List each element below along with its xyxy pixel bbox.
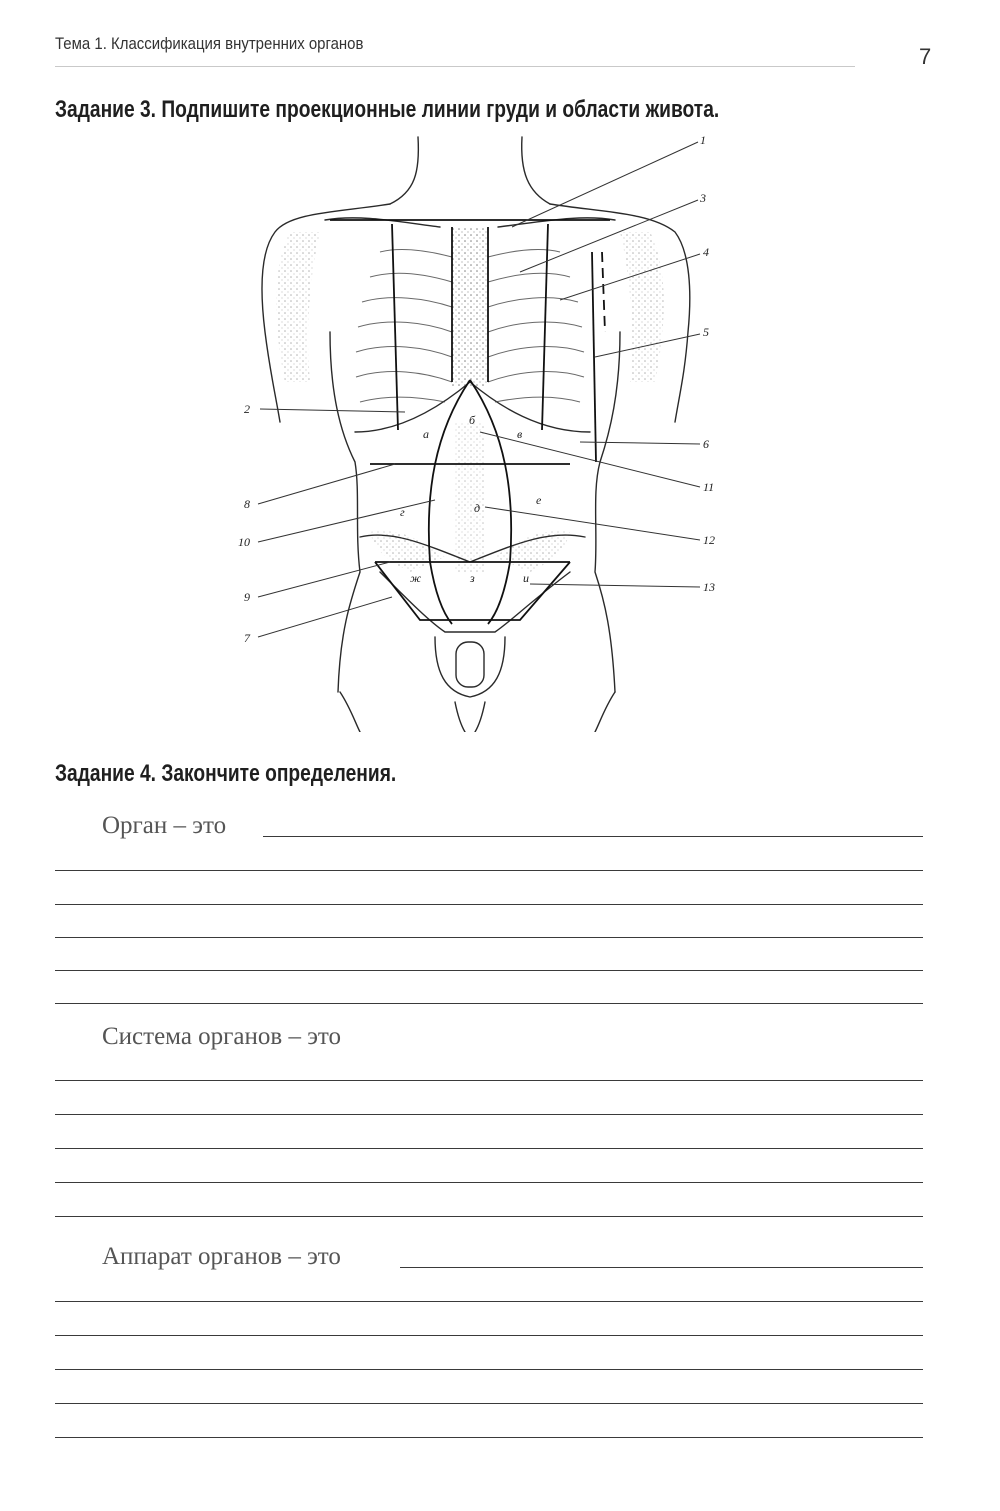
answer-line[interactable] [55, 1114, 923, 1115]
header-rule [55, 66, 855, 67]
callout-4: 4 [703, 245, 709, 259]
definition-prompt-organ-system: Система органов – это [102, 1023, 342, 1050]
answer-line[interactable] [55, 1148, 923, 1149]
answer-line[interactable] [55, 1216, 923, 1217]
definition-prompt-organ-apparatus: Аппарат органов – это [102, 1243, 341, 1270]
region-g: г [400, 505, 405, 519]
answer-line[interactable] [263, 836, 923, 837]
answer-line[interactable] [400, 1267, 923, 1268]
callout-11: 11 [703, 480, 715, 494]
torso-projection-lines-figure [230, 132, 750, 732]
answer-line[interactable] [55, 1080, 923, 1081]
answer-line[interactable] [55, 937, 923, 938]
answer-line[interactable] [55, 970, 923, 971]
region-d: д [474, 501, 481, 515]
answer-line[interactable] [55, 1403, 923, 1404]
answer-line[interactable] [55, 870, 923, 871]
callout-9: 9 [244, 590, 250, 604]
region-e: е [536, 493, 542, 507]
definition-prompt-organ: Орган – это [102, 812, 227, 839]
callout-3: 3 [700, 191, 706, 205]
task-4-heading: Задание 4. Закончите определения. [55, 760, 397, 787]
answer-line[interactable] [55, 1437, 923, 1438]
answer-line[interactable] [55, 1335, 923, 1336]
region-b: б [469, 413, 476, 427]
callout-10: 10 [238, 535, 250, 549]
callout-1: 1 [700, 133, 706, 147]
task-3-heading: Задание 3. Подпишите проекционные линии груди и области живота. [55, 96, 720, 123]
answer-line[interactable] [55, 1301, 923, 1302]
answer-line[interactable] [55, 1182, 923, 1183]
callout-7: 7 [244, 631, 250, 645]
callout-6: 6 [703, 437, 709, 451]
region-v: в [517, 427, 523, 441]
answer-line[interactable] [55, 1003, 923, 1004]
callout-12: 12 [703, 533, 715, 547]
region-a: а [423, 427, 429, 441]
callout-8: 8 [244, 497, 250, 511]
region-zh: ж [410, 571, 422, 585]
callout-13: 13 [703, 580, 715, 594]
callout-5: 5 [703, 325, 709, 339]
region-i: и [523, 571, 529, 585]
callout-2: 2 [244, 402, 250, 416]
running-title: Тема 1. Классификация внутренних органов [55, 34, 364, 53]
page-number: 7 [919, 44, 932, 69]
region-z: з [470, 571, 475, 585]
answer-line[interactable] [55, 1369, 923, 1370]
answer-line[interactable] [55, 904, 923, 905]
